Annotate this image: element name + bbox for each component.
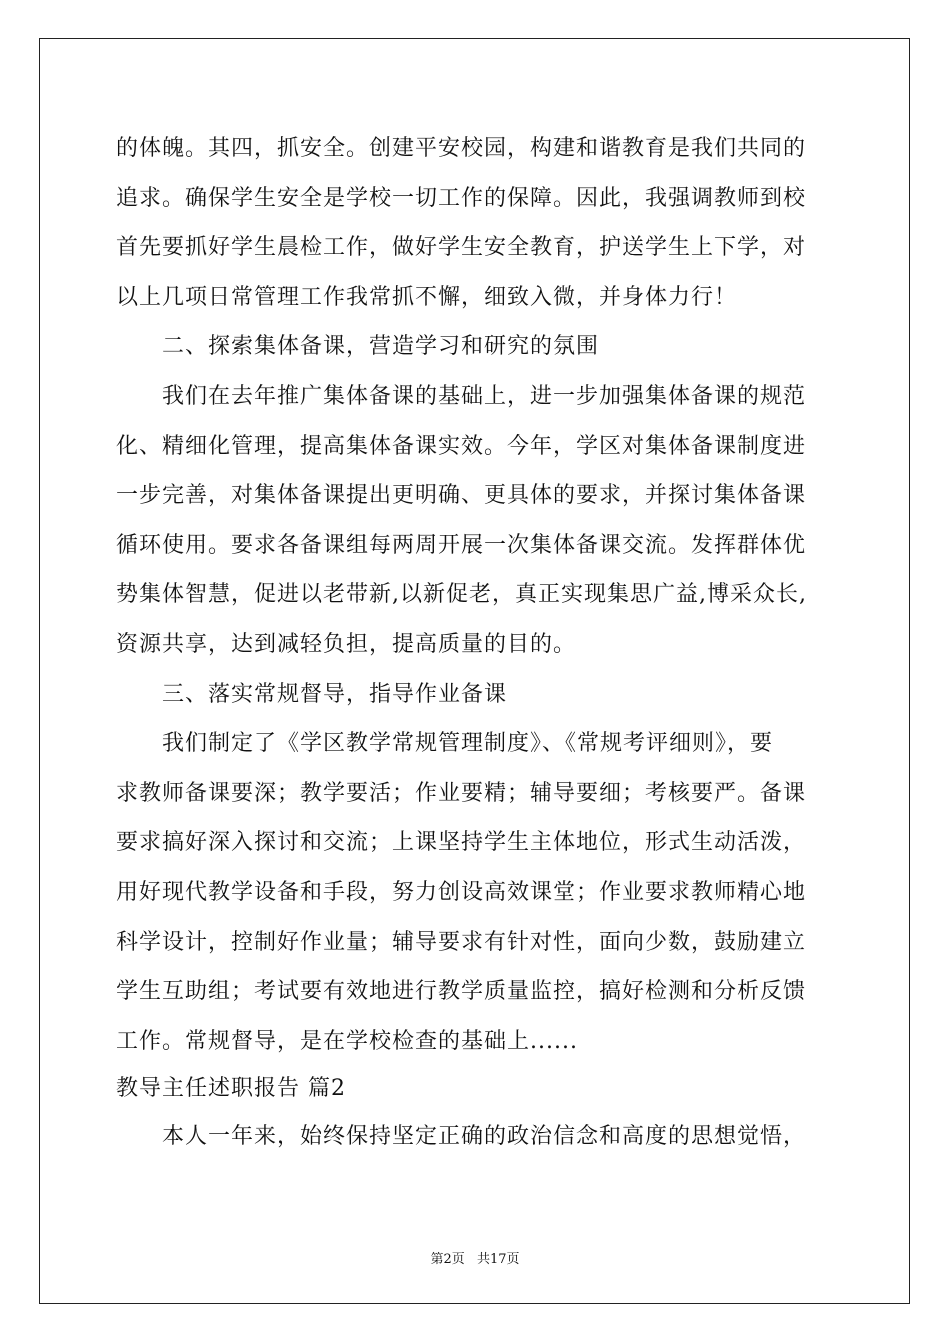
paragraph-line: 首先要抓好学生晨检工作，做好学生安全教育，护送学生上下学，对 xyxy=(116,235,807,261)
paragraph-line: 要求搞好深入探讨和交流；上课坚持学生主体地位，形式生动活泼， xyxy=(116,830,807,856)
paragraph-line: 求教师备课要深；教学要活；作业要精；辅导要细；考核要严。备课 xyxy=(116,780,807,806)
paragraph-line: 的体魄。其四，抓安全。创建平安校园，构建和谐教育是我们共同的 xyxy=(116,136,807,161)
paragraph-line: 我们制定了《学区教学常规管理制度》、《常规考评细则》，要 xyxy=(162,731,774,757)
section-heading: 三、落实常规督导，指导作业备课 xyxy=(162,681,508,707)
paragraph-line: 学生互助组；考试要有效地进行教学质量监控，搞好检测和分析反馈 xyxy=(116,979,807,1005)
paragraph-line: 工作。常规督导，是在学校检查的基础上...... xyxy=(116,1028,578,1054)
paragraph-line: 用好现代教学设备和手段，努力创设高效课堂；作业要求教师精心地 xyxy=(116,879,807,905)
paragraph-line: 循环使用。要求各备课组每两周开展一次集体备课交流。发挥群体优 xyxy=(116,532,807,558)
article-title: 教导主任述职报告 篇2 xyxy=(116,1076,346,1102)
paragraph-line: 我们在去年推广集体备课的基础上，进一步加强集体备课的规范 xyxy=(162,383,807,409)
document-body xyxy=(116,124,836,1162)
page-total: 共17页 xyxy=(476,1252,520,1267)
paragraph-line: 本人一年来，始终保持坚定正确的政治信念和高度的思想觉悟， xyxy=(162,1124,807,1150)
section-heading: 二、探索集体备课，营造学习和研究的氛围 xyxy=(162,334,600,360)
paragraph-line: 化、精细化管理，提高集体备课实效。今年，学区对集体备课制度进 xyxy=(116,433,807,459)
paragraph-line: 追求。确保学生安全是学校一切工作的保障。因此，我强调教师到校 xyxy=(116,185,807,211)
page-number: 第2页 xyxy=(430,1252,465,1267)
paragraph-line: 资源共享，达到减轻负担，提高质量的目的。 xyxy=(116,631,577,657)
paragraph-line: 科学设计，控制好作业量；辅导要求有针对性，面向少数，鼓励建立 xyxy=(116,929,807,955)
paragraph-line: 一步完善，对集体备课提出更明确、更具体的要求，并探讨集体备课 xyxy=(116,483,807,509)
paragraph-line: 势集体智慧，促进以老带新,以新促老，真正实现集思广益,博采众长, xyxy=(116,582,807,608)
page-footer xyxy=(0,1248,950,1267)
paragraph-line: 以上几项日常管理工作我常抓不懈，细致入微，并身体力行！ xyxy=(116,284,738,310)
